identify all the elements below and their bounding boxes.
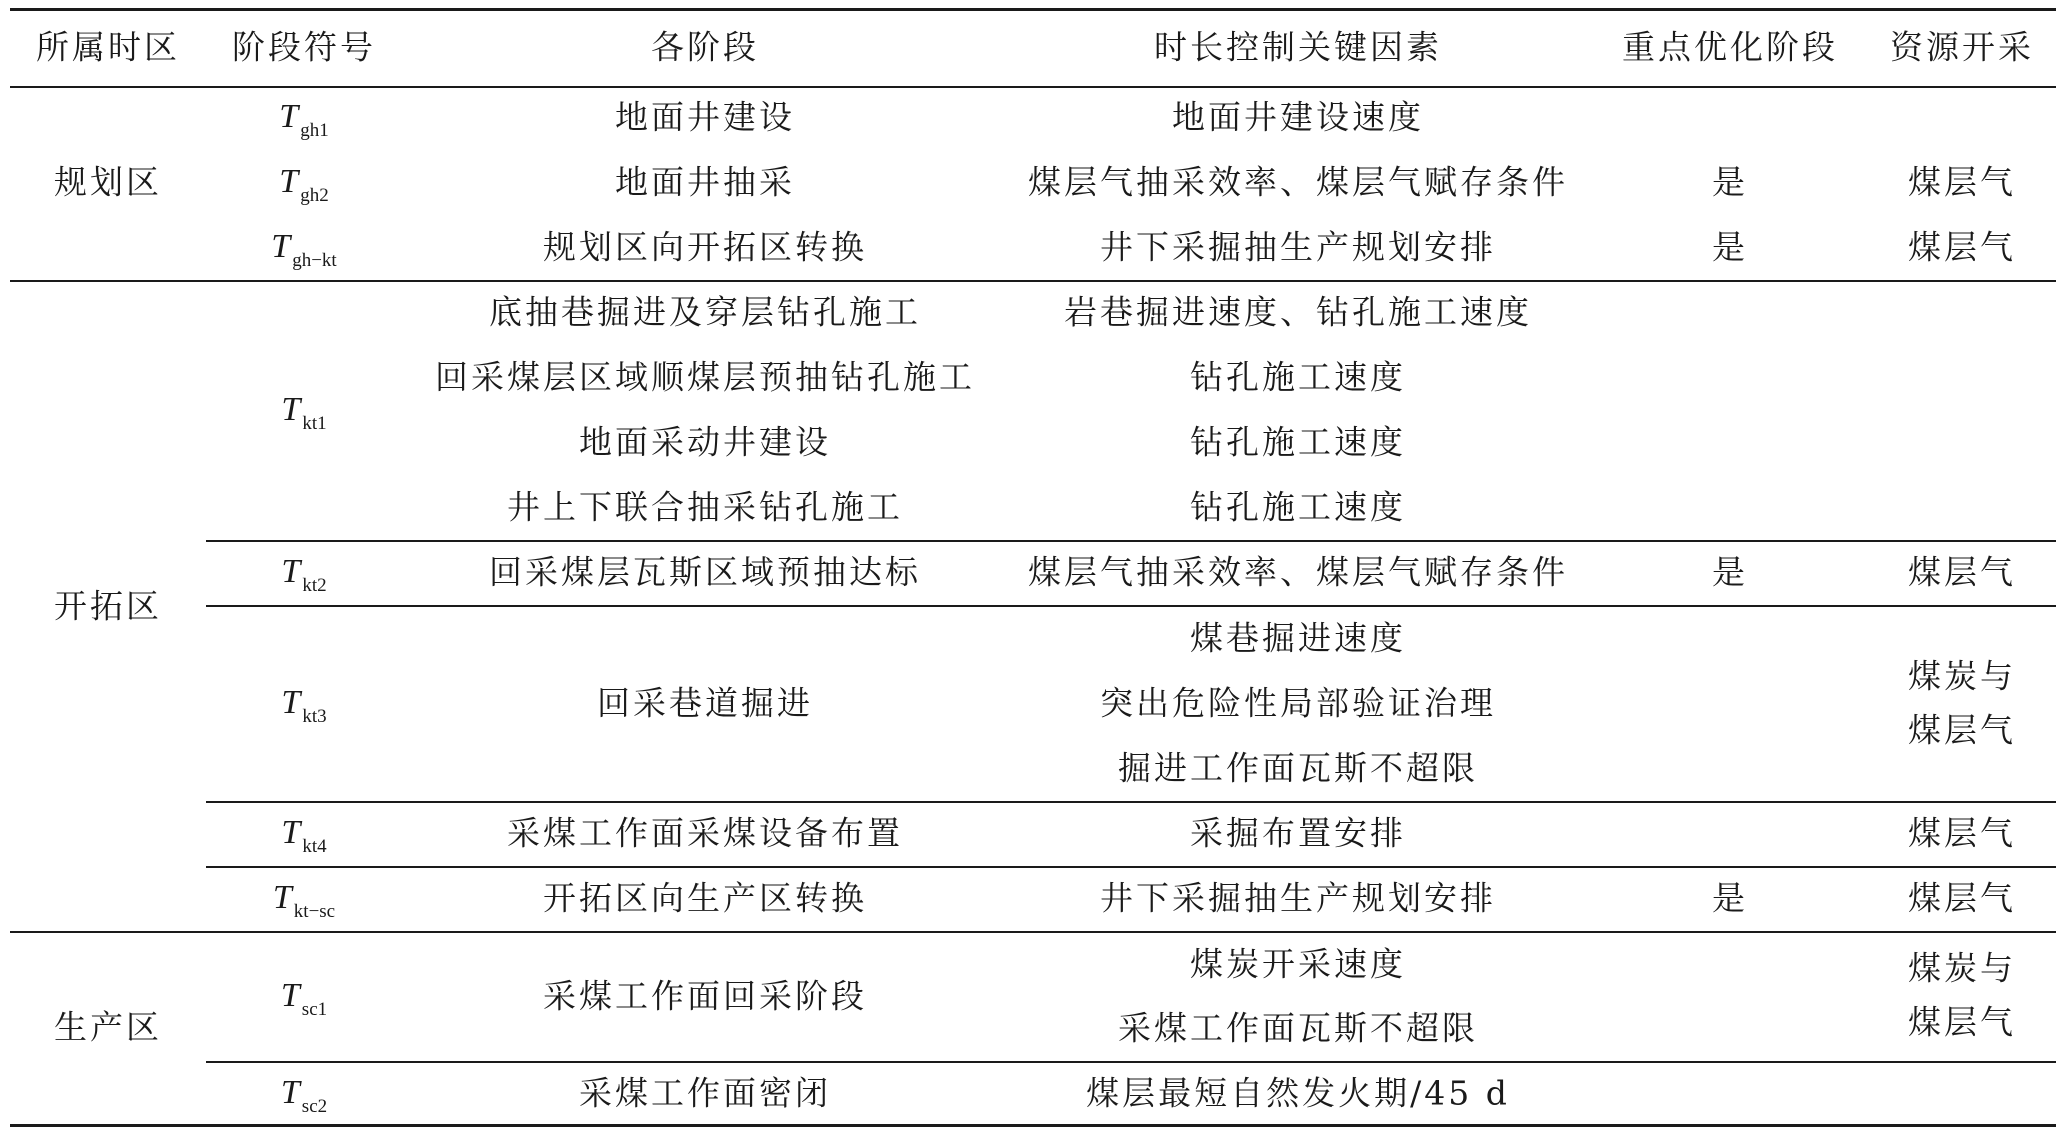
optimize-flag: 是 <box>1712 227 1748 267</box>
stage-name: 开拓区向生产区转换 <box>543 878 867 918</box>
key-factor: 采掘布置安排 <box>1190 813 1406 853</box>
stage-symbol-kt3: Tkt3 <box>281 684 327 727</box>
stage-name: 回采煤层瓦斯区域预抽达标 <box>489 552 921 592</box>
key-factor: 岩巷掘进速度、钻孔施工速度 <box>1064 292 1532 332</box>
optimize-flag: 是 <box>1712 162 1748 202</box>
stage-name: 地面井建设 <box>615 97 795 137</box>
kt4-bottom-rule <box>206 866 2056 868</box>
stage-symbol-kt1: Tkt1 <box>281 391 327 434</box>
key-factor: 突出危险性局部验证治理 <box>1100 683 1496 723</box>
kt3-bottom-rule <box>206 801 2056 803</box>
key-factor: 地面井建设速度 <box>1172 97 1424 137</box>
stage-symbol-gh1: Tgh1 <box>279 98 329 141</box>
header-factor: 时长控制关键因素 <box>1154 27 1442 67</box>
stage-symbol-sc2: Tsc2 <box>280 1074 328 1117</box>
resource-type: 煤炭与 <box>1908 948 2016 988</box>
stage-symbol-gh-kt: Tgh−kt <box>271 228 337 271</box>
zone-production: 生产区 <box>54 1007 162 1047</box>
resource-type: 煤层气 <box>1908 162 2016 202</box>
zone-planning: 规划区 <box>54 162 162 202</box>
resource-type: 煤层气 <box>1908 1002 2016 1042</box>
stage-symbol-kt2: Tkt2 <box>281 553 327 596</box>
stage-symbol-sc1: Tsc1 <box>280 977 328 1020</box>
key-factor: 煤层气抽采效率、煤层气赋存条件 <box>1028 162 1568 202</box>
header-resource: 资源开采 <box>1890 27 2034 67</box>
table-bottom-rule <box>10 1124 2056 1127</box>
key-factor: 煤层最短自然发火期/45 d <box>1086 1073 1510 1113</box>
table-top-rule <box>10 8 2056 11</box>
kt1-bottom-rule <box>206 540 2056 542</box>
header-stage: 各阶段 <box>651 27 759 67</box>
stage-name: 回采煤层区域顺煤层预抽钻孔施工 <box>435 357 975 397</box>
key-factor: 井下采掘抽生产规划安排 <box>1100 227 1496 267</box>
stage-name: 规划区向开拓区转换 <box>543 227 867 267</box>
resource-type: 煤层气 <box>1908 552 2016 592</box>
key-factor: 煤炭开采速度 <box>1190 944 1406 984</box>
header-zone: 所属时区 <box>36 27 180 67</box>
stage-name: 采煤工作面回采阶段 <box>543 976 867 1016</box>
key-factor: 钻孔施工速度 <box>1190 422 1406 462</box>
stage-name: 回采巷道掘进 <box>597 683 813 723</box>
stage-name: 地面井抽采 <box>615 162 795 202</box>
stage-name: 采煤工作面密闭 <box>579 1073 831 1113</box>
key-factor: 煤巷掘进速度 <box>1190 618 1406 658</box>
planning-zone-bottom-rule <box>10 280 2056 282</box>
header-bottom-rule <box>10 86 2056 88</box>
optimize-flag: 是 <box>1712 552 1748 592</box>
key-factor: 采煤工作面瓦斯不超限 <box>1118 1008 1478 1048</box>
header-optimize: 重点优化阶段 <box>1622 27 1838 67</box>
stage-symbol-kt4: Tkt4 <box>281 814 327 857</box>
sc1-bottom-rule <box>206 1061 2056 1063</box>
resource-type: 煤层气 <box>1908 813 2016 853</box>
resource-type: 煤炭与 <box>1908 656 2016 696</box>
kt2-bottom-rule <box>206 605 2056 607</box>
key-factor: 井下采掘抽生产规划安排 <box>1100 878 1496 918</box>
resource-type: 煤层气 <box>1908 227 2016 267</box>
stage-name: 底抽巷掘进及穿层钻孔施工 <box>489 292 921 332</box>
stage-symbol-gh2: Tgh2 <box>279 163 329 206</box>
header-symbol: 阶段符号 <box>232 27 376 67</box>
key-factor: 掘进工作面瓦斯不超限 <box>1118 748 1478 788</box>
stage-name: 采煤工作面采煤设备布置 <box>507 813 903 853</box>
zone-development: 开拓区 <box>54 586 162 626</box>
stage-name: 地面采动井建设 <box>579 422 831 462</box>
key-factor: 煤层气抽采效率、煤层气赋存条件 <box>1028 552 1568 592</box>
resource-type: 煤层气 <box>1908 878 2016 918</box>
optimize-flag: 是 <box>1712 878 1748 918</box>
stage-symbol-kt-sc: Tkt−sc <box>272 879 336 922</box>
stage-name: 井上下联合抽采钻孔施工 <box>507 487 903 527</box>
development-zone-bottom-rule <box>10 931 2056 933</box>
key-factor: 钻孔施工速度 <box>1190 487 1406 527</box>
resource-type: 煤层气 <box>1908 710 2016 750</box>
key-factor: 钻孔施工速度 <box>1190 357 1406 397</box>
